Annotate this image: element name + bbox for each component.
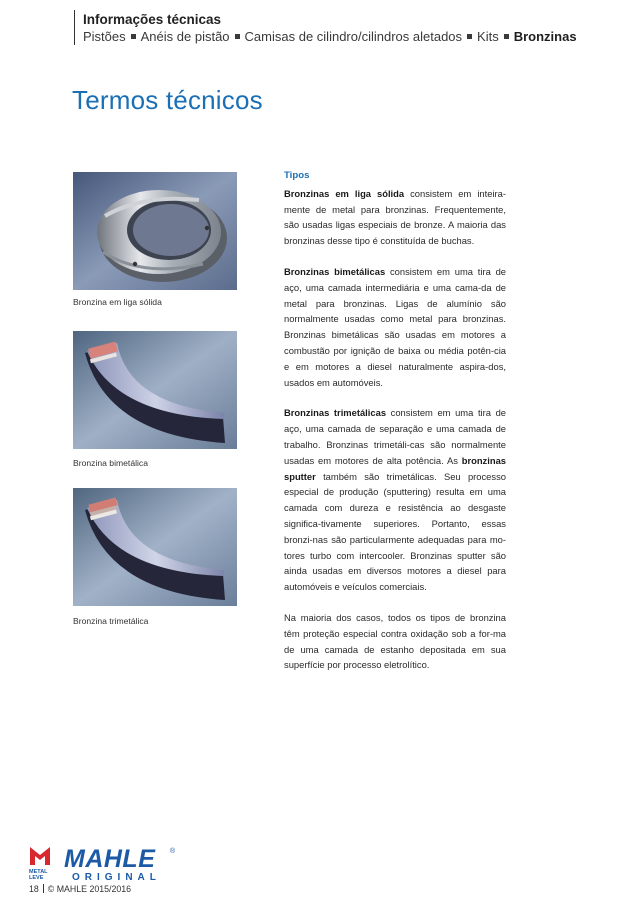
bimetal-bearing-photo xyxy=(73,331,237,449)
logo-line: ORIGINAL xyxy=(72,872,161,883)
section-subtitle: Tipos xyxy=(284,170,310,181)
page-number: 18 xyxy=(29,884,39,894)
breadcrumb-item-kits: Kits xyxy=(477,29,499,44)
breadcrumb-item-pistoes: Pistões xyxy=(83,29,126,44)
paragraph-protection xyxy=(284,610,506,673)
logo-sub2: LEVE xyxy=(29,875,44,881)
paragraph-text: consistem em inteira-mente de metal para bronzinas. Frequentemente, são usadas ligas especiais de bronze. A maioria das bronzinas desse tipo é constituída de buchas. xyxy=(284,187,506,247)
section-title: Informações técnicas xyxy=(83,12,222,27)
text-column xyxy=(284,168,506,688)
logo-sub1: METAL xyxy=(29,869,48,875)
caption-bimetal: Bronzina bimetálica xyxy=(73,458,148,468)
term-solid: Bronzinas em liga sólida xyxy=(284,187,405,199)
breadcrumb-item-aneis: Anéis de pistão xyxy=(140,29,230,44)
breadcrumb xyxy=(83,28,577,45)
caption-solid: Bronzina em liga sólida xyxy=(73,297,162,307)
term-bimetal: Bronzinas bimetálicas xyxy=(284,265,386,277)
logo-brand: MAHLE xyxy=(64,845,156,873)
copyright: © MAHLE 2015/2016 xyxy=(47,884,132,894)
caption-trimetal: Bronzina trimetálica xyxy=(73,616,149,626)
paragraph-trimetal xyxy=(284,405,506,595)
paragraph-text: consistem em uma tira de aço, uma camada intermediária e uma cama-da de metal para bronzinas. Ligas de alumínio são normalmente usadas como metal para bronzinas. Bronzinas bimetálicas são usadas em motores a combustão por ignição de baixa ou média potên-cia e em motores a diesel naturalmente aspira-dos, usados em automóveis. xyxy=(284,265,506,388)
paragraph-bimetal xyxy=(284,264,506,390)
square-bullet-icon xyxy=(504,34,509,39)
breadcrumb-item-bronzinas: Bronzinas xyxy=(513,29,577,44)
page-title: Termos técnicos xyxy=(72,85,263,115)
page-footer xyxy=(29,884,131,894)
solid-bushing-photo xyxy=(73,172,237,290)
term-sputter: bronzinas sputter xyxy=(284,454,506,482)
paragraph-text: também são trimetálicas. Seu processo especial de produção (sputtering) resulta em uma camada com dureza e resistência ao desgaste significa-tivamente superiores. Portanto, essas bronzi-nas são particularmente adequadas para mo-tores turbo com intercooler. Bronzinas sputter são ainda usadas em diversos motores a diesel para automóveis e veículos comerciais. xyxy=(284,470,506,593)
paragraph-solid xyxy=(284,186,506,249)
square-bullet-icon xyxy=(131,34,136,39)
trimetal-bearing-photo xyxy=(73,488,237,606)
logo-registered: ® xyxy=(170,848,176,855)
paragraph-text: Na maioria dos casos, todos os tipos de bronzina têm proteção especial contra oxidação sob a for-ma de uma camada de estanho depositada em sua superfície por processo eletrolítico. xyxy=(284,611,506,671)
square-bullet-icon xyxy=(467,34,472,39)
term-trimetal: Bronzinas trimetálicas xyxy=(284,407,387,419)
page-header xyxy=(74,10,577,45)
mahle-logo xyxy=(28,843,178,888)
breadcrumb-item-camisas: Camisas de cilindro/cilindros aletados xyxy=(244,29,463,44)
paragraph-text: consistem em uma tira de aço, uma camada de separação e uma camada de trabalho. Bronzinas trimetáli-cas são normalmente usadas em motores de alta potência. As xyxy=(284,407,506,466)
divider xyxy=(43,884,44,893)
square-bullet-icon xyxy=(235,34,240,39)
